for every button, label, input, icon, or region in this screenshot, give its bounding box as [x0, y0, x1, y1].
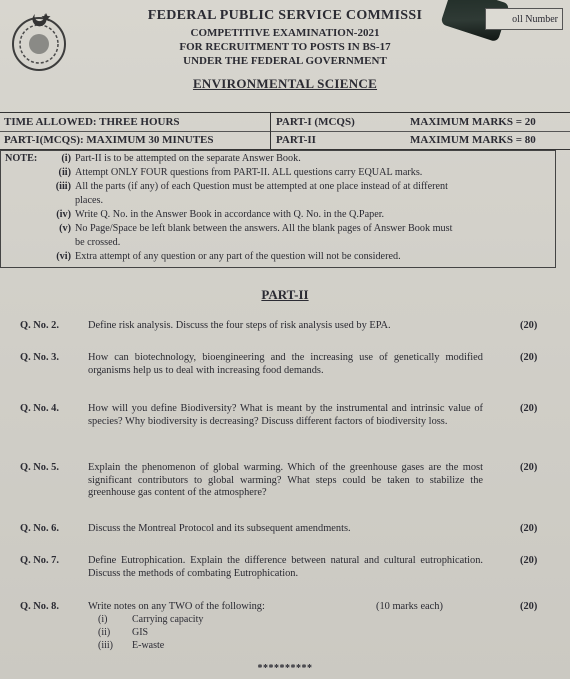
question-number: Q. No. 6.: [20, 523, 59, 534]
question-item: [20, 462, 550, 502]
sub-item-text: Carrying capacity: [132, 614, 204, 625]
question-text: Define risk analysis. Discuss the four steps of risk analysis used by EPA.: [88, 320, 391, 331]
part-title: PART-II: [261, 287, 309, 302]
note-number: (iv): [56, 209, 71, 220]
question-number: Q. No. 3.: [20, 352, 59, 363]
notes-box: [0, 150, 556, 268]
part1-max-marks: MAXIMUM MARKS = 20: [410, 116, 536, 128]
note-number: (i): [61, 153, 71, 164]
question-marks: (20): [520, 601, 538, 612]
question-marks: (20): [520, 320, 538, 331]
question-number: Q. No. 8.: [20, 601, 59, 612]
mcqs-time: PART-I(MCQS): MAXIMUM 30 MINUTES: [4, 134, 214, 146]
question-text: Explain the phenomenon of global warming. Which of the greenhouse gases are the most significant contributors to global warming? What steps could be taken to stabilize the greenhouse gas content of the atmosphere?: [88, 462, 483, 498]
commission-title: FEDERAL PUBLIC SERVICE COMMISSI: [147, 8, 423, 23]
part1-label: PART-I (MCQS): [276, 116, 355, 128]
question-text: How will you define Biodiversity? What is meant by the instrumental and intrinsic value of species? Why biodiversity is decreasing? Discuss different factors of biodiversity loss.: [88, 403, 483, 427]
question-item: [20, 352, 550, 392]
note-text: Extra attempt of any question or any part of the question will not be considered.: [75, 251, 401, 262]
question-number: Q. No. 5.: [20, 462, 59, 473]
roll-number-box: [485, 8, 563, 30]
part2-max-marks: MAXIMUM MARKS = 80: [410, 134, 536, 146]
government-line: UNDER THE FEDERAL GOVERNMENT: [183, 55, 387, 67]
time-allowed: TIME ALLOWED: THREE HOURS: [4, 116, 180, 128]
note-text: Write Q. No. in the Answer Book in accordance with Q. No. in the Q.Paper.: [75, 209, 385, 220]
question-marks: (20): [520, 462, 538, 473]
note-text: Part-II is to be attempted on the separate Answer Book.: [75, 153, 301, 164]
question-text: Define Eutrophication. Explain the difference between natural and cultural eutrophication. Discuss the methods of combating Eutrophication.: [88, 555, 483, 579]
note-text: places.: [75, 195, 104, 206]
question-item: [20, 555, 550, 595]
note-number: (v): [59, 223, 71, 234]
marks-band: [0, 112, 570, 150]
question-number: Q. No. 4.: [20, 403, 59, 414]
note-text: All the parts (if any) of each Question must be attempted at one place instead of at different: [75, 181, 448, 192]
part2-label: PART-II: [276, 134, 316, 146]
note-text: be crossed.: [75, 237, 121, 248]
sub-item-number: (i): [98, 614, 108, 625]
note-number: (ii): [58, 167, 71, 178]
question-text: Write notes on any TWO of the following:: [88, 601, 265, 612]
question-item: [20, 601, 550, 651]
note-number: (iii): [55, 181, 71, 192]
fpsc-seal-icon: [6, 8, 72, 74]
question-text: How can biotechnology, bioengineering and the increasing use of genetically modified organisms help us to deal with increasing food demands.: [88, 352, 483, 376]
band-divider: [0, 131, 570, 132]
sub-item-text: GIS: [132, 627, 149, 638]
question-marks: (20): [520, 555, 538, 566]
note-number: (vi): [56, 251, 71, 262]
question-marks: (20): [520, 523, 538, 534]
note-text: Attempt ONLY FOUR questions from PART-II. ALL questions carry EQUAL marks.: [75, 167, 423, 178]
recruitment-line: FOR RECRUITMENT TO POSTS IN BS-17: [179, 41, 391, 53]
question-item: [20, 403, 550, 443]
question-number: Q. No. 2.: [20, 320, 59, 331]
question-marks: (20): [520, 352, 538, 363]
note-text: No Page/Space be left blank between the answers. All the blank pages of Answer Book must: [75, 223, 453, 234]
question-marks: (20): [520, 403, 538, 414]
band-vertical-divider: [270, 113, 271, 149]
marks-each-note: (10 marks each): [376, 601, 443, 612]
question-number: Q. No. 7.: [20, 555, 59, 566]
sub-item-number: (iii): [98, 640, 113, 651]
subject-title: ENVIRONMENTAL SCIENCE: [192, 76, 378, 91]
exam-title: COMPETITIVE EXAMINATION-2021: [190, 27, 380, 39]
footer-stars: **********: [257, 663, 313, 674]
sub-item-text: E-waste: [132, 640, 165, 651]
sub-item-number: (ii): [98, 627, 111, 638]
notes-label: NOTE:: [5, 153, 38, 164]
question-text: Discuss the Montreal Protocol and its subsequent amendments.: [88, 523, 351, 534]
roll-number-label: oll Number: [512, 14, 558, 25]
